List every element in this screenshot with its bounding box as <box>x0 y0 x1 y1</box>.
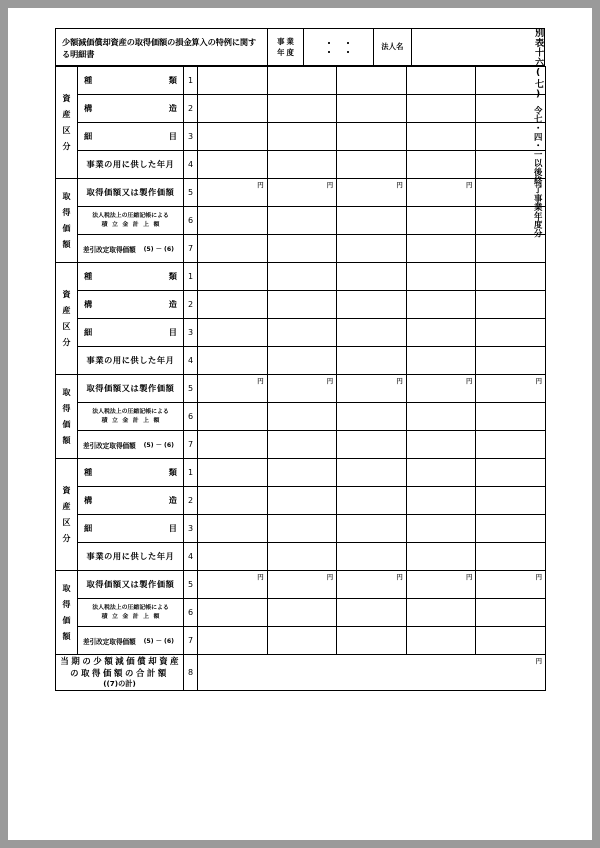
cell-r2-c4[interactable] <box>406 291 476 319</box>
cell-r2-c2[interactable] <box>267 487 337 515</box>
row-label-7-text: 差引改定取得価額 <box>83 637 136 646</box>
cell-r4-c3[interactable] <box>337 151 407 179</box>
form-header <box>55 28 545 66</box>
row-label-6-line2: 積立金計上額 <box>101 417 164 424</box>
cell-r7-c2[interactable] <box>267 235 337 263</box>
row-no-2: 2 <box>184 95 198 123</box>
cell-r1-c4[interactable] <box>406 459 476 487</box>
row-no-1: 1 <box>184 459 198 487</box>
cell-r5-c4[interactable] <box>406 179 476 207</box>
cell-r5-c3[interactable] <box>337 375 407 403</box>
cell-r5-c2[interactable] <box>267 375 337 403</box>
cell-r4-c2[interactable] <box>267 347 337 375</box>
cell-r3-c2[interactable] <box>267 319 337 347</box>
table-row <box>56 459 546 487</box>
row-label-5-text: 取得価額又は製作価額 <box>86 579 175 589</box>
corporation-name-input[interactable] <box>412 29 544 65</box>
row-label-2-right: 造 <box>168 495 177 505</box>
row-no-4: 4 <box>184 151 198 179</box>
cell-r3-c5[interactable] <box>476 319 546 347</box>
row-label-1-right: 類 <box>168 467 177 477</box>
asset-class-vlabel: 資 産 区 分 <box>56 67 78 179</box>
fiscal-year-end-dots <box>320 51 357 53</box>
row-label-5 <box>78 375 184 403</box>
cell-r5-c4[interactable] <box>406 375 476 403</box>
table-row <box>56 515 546 543</box>
cell-r1-c1[interactable] <box>198 459 268 487</box>
document-page <box>8 8 592 840</box>
cell-r6-c2[interactable] <box>267 403 337 431</box>
fiscal-year-start-dots <box>320 42 357 44</box>
cell-r1-c5[interactable] <box>476 459 546 487</box>
cell-r7-c4[interactable] <box>406 235 476 263</box>
row-label-3 <box>78 123 184 151</box>
cell-r3-c1[interactable] <box>198 319 268 347</box>
table-row <box>56 347 546 375</box>
table-row <box>56 599 546 627</box>
row-label-3-left: 細 <box>84 327 93 337</box>
date-dot-icon <box>328 51 330 53</box>
cell-r1-c1[interactable] <box>198 263 268 291</box>
cell-r7-c1[interactable] <box>198 431 268 459</box>
table-row <box>56 543 546 571</box>
row-label-2-right: 造 <box>168 103 177 113</box>
cell-r7-c3[interactable] <box>337 627 407 655</box>
row-label-1-left: 種 <box>84 467 93 477</box>
cell-r5-c1[interactable] <box>198 375 268 403</box>
cell-r1-c3[interactable] <box>337 67 407 95</box>
row-no-6: 6 <box>184 599 198 627</box>
row-label-5 <box>78 571 184 599</box>
row-label-3-right: 目 <box>168 131 177 141</box>
row-label-4 <box>78 347 184 375</box>
applicable-period: 令七・四・一以後終了事業年度分 <box>533 106 544 239</box>
cell-r6-c4[interactable] <box>406 403 476 431</box>
cell-r6-c1[interactable] <box>198 207 268 235</box>
row-no-5: 5 <box>184 179 198 207</box>
row-label-2 <box>78 291 184 319</box>
cell-r2-c5[interactable] <box>476 487 546 515</box>
cell-r3-c3[interactable] <box>337 123 407 151</box>
cell-r1-c2[interactable] <box>267 263 337 291</box>
cell-r2-c1[interactable] <box>198 487 268 515</box>
row-label-3-left: 細 <box>84 131 93 141</box>
row-label-1 <box>78 263 184 291</box>
row-label-7-text: 差引改定取得価額 <box>83 245 136 254</box>
row-label-6-line1: 法人税法上の圧縮記帳による <box>92 212 169 219</box>
cell-r3-c2[interactable] <box>267 123 337 151</box>
cell-r3-c4[interactable] <box>406 515 476 543</box>
cell-r7-c1[interactable] <box>198 235 268 263</box>
date-dot-icon <box>347 42 349 44</box>
row-label-7 <box>78 431 184 459</box>
cell-r6-c2[interactable] <box>267 599 337 627</box>
cell-r4-c2[interactable] <box>267 543 337 571</box>
cell-r6-c2[interactable] <box>267 207 337 235</box>
row-label-5-text: 取得価額又は製作価額 <box>86 383 175 393</box>
row-no-3: 3 <box>184 123 198 151</box>
asset-detail-table <box>55 66 546 691</box>
cell-r1-c1[interactable] <box>198 67 268 95</box>
cell-r4-c1[interactable] <box>198 543 268 571</box>
row-label-6-line2: 積立金計上額 <box>101 221 164 228</box>
asset-class-vlabel: 資 産 区 分 <box>56 459 78 571</box>
fiscal-year-label <box>268 29 304 65</box>
row-label-5-text: 取得価額又は製作価額 <box>86 187 175 197</box>
cell-r5-c5[interactable] <box>476 571 546 599</box>
row-label-3 <box>78 515 184 543</box>
cell-r1-c2[interactable] <box>267 459 337 487</box>
row-label-1-right: 類 <box>168 271 177 281</box>
row-label-4 <box>78 151 184 179</box>
cell-r5-c3[interactable] <box>337 179 407 207</box>
cell-r3-c4[interactable] <box>406 319 476 347</box>
cell-r6-c1[interactable] <box>198 599 268 627</box>
row-no-4: 4 <box>184 347 198 375</box>
row-label-6 <box>78 403 184 431</box>
cell-r6-c5[interactable] <box>476 599 546 627</box>
row-label-2-left: 構 <box>84 495 93 505</box>
form-number: 別表十六(七) <box>532 28 544 101</box>
cell-r1-c4[interactable] <box>406 263 476 291</box>
row-label-2-right: 造 <box>168 299 177 309</box>
form-container <box>55 28 545 691</box>
cell-r2-c1[interactable] <box>198 291 268 319</box>
row-label-3-right: 目 <box>168 327 177 337</box>
cell-r5-c1[interactable] <box>198 571 268 599</box>
fiscal-year-label-line2: 年度 <box>277 48 296 57</box>
total-row-label-main: 当期の少額減価償却資産の取得価額の合計額 <box>60 656 182 679</box>
cell-r4-c1[interactable] <box>198 347 268 375</box>
row-label-1-right: 類 <box>168 75 177 85</box>
row-no-3: 3 <box>184 515 198 543</box>
row-no-3: 3 <box>184 319 198 347</box>
row-label-4-text: 事業の用に供した年月 <box>86 551 175 561</box>
row-no-5: 5 <box>184 571 198 599</box>
cell-r4-c4[interactable] <box>406 151 476 179</box>
cell-r5-c2[interactable] <box>267 179 337 207</box>
acquisition-value-vlabel: 取 得 価 額 <box>56 375 78 459</box>
cell-r6-c3[interactable] <box>337 599 407 627</box>
cell-r4-c1[interactable] <box>198 151 268 179</box>
table-row <box>56 291 546 319</box>
row-label-1-left: 種 <box>84 271 93 281</box>
cell-r7-c5[interactable] <box>476 431 546 459</box>
acquisition-value-vlabel: 取 得 価 額 <box>56 179 78 263</box>
cell-r4-c4[interactable] <box>406 543 476 571</box>
row-no-2: 2 <box>184 291 198 319</box>
row-label-7-text: 差引改定取得価額 <box>83 441 136 450</box>
row-label-4 <box>78 543 184 571</box>
asset-class-vlabel: 資 産 区 分 <box>56 263 78 375</box>
table-row <box>56 179 546 207</box>
row-label-4-text: 事業の用に供した年月 <box>86 159 175 169</box>
total-row-label <box>56 655 184 691</box>
table-row <box>56 207 546 235</box>
cell-r3-c3[interactable] <box>337 319 407 347</box>
cell-r5-c4[interactable] <box>406 571 476 599</box>
fiscal-year-input[interactable] <box>304 29 374 65</box>
row-no-2: 2 <box>184 487 198 515</box>
row-label-3 <box>78 319 184 347</box>
cell-r6-c3[interactable] <box>337 207 407 235</box>
cell-r3-c4[interactable] <box>406 123 476 151</box>
cell-r4-c5[interactable] <box>476 543 546 571</box>
cell-r7-c2[interactable] <box>267 627 337 655</box>
row-label-6 <box>78 207 184 235</box>
cell-r2-c3[interactable] <box>337 291 407 319</box>
row-label-1-left: 種 <box>84 75 93 85</box>
row-label-7-formula: (5) － (6) <box>143 246 174 253</box>
table-row <box>56 67 546 95</box>
cell-r5-c5[interactable] <box>476 375 546 403</box>
row-label-3-right: 目 <box>168 523 177 533</box>
row-label-2-left: 構 <box>84 103 93 113</box>
row-label-7-formula: (5) － (6) <box>143 442 174 449</box>
row-label-5 <box>78 179 184 207</box>
cell-r7-c4[interactable] <box>406 627 476 655</box>
row-label-2 <box>78 95 184 123</box>
cell-r4-c3[interactable] <box>337 543 407 571</box>
row-label-6-line1: 法人税法上の圧縮記帳による <box>92 604 169 611</box>
cell-r7-c2[interactable] <box>267 431 337 459</box>
row-label-2-left: 構 <box>84 299 93 309</box>
cell-r2-c1[interactable] <box>198 95 268 123</box>
row-no-7: 7 <box>184 235 198 263</box>
fiscal-year-label-line1: 事業 <box>277 36 296 46</box>
cell-r6-c4[interactable] <box>406 207 476 235</box>
row-label-7 <box>78 235 184 263</box>
cell-r1-c4[interactable] <box>406 67 476 95</box>
row-no-6: 6 <box>184 403 198 431</box>
row-label-6 <box>78 599 184 627</box>
cell-r2-c3[interactable] <box>337 487 407 515</box>
total-row <box>56 655 546 691</box>
row-label-6-line1: 法人税法上の圧縮記帳による <box>92 408 169 415</box>
table-row <box>56 95 546 123</box>
table-row <box>56 235 546 263</box>
cell-r3-c1[interactable] <box>198 515 268 543</box>
row-no-1: 1 <box>184 263 198 291</box>
table-row <box>56 403 546 431</box>
cell-r7-c1[interactable] <box>198 627 268 655</box>
table-row <box>56 319 546 347</box>
row-label-3-left: 細 <box>84 523 93 533</box>
cell-r1-c3[interactable] <box>337 263 407 291</box>
page-title: 少額減価償却資産の取得価額の損金算入の特例に関する明細書 <box>56 29 268 65</box>
cell-r7-c3[interactable] <box>337 235 407 263</box>
cell-r1-c3[interactable] <box>337 459 407 487</box>
cell-r4-c2[interactable] <box>267 151 337 179</box>
cell-r7-c5[interactable] <box>476 627 546 655</box>
row-no-5: 5 <box>184 375 198 403</box>
cell-r5-c2[interactable] <box>267 571 337 599</box>
cell-r6-c4[interactable] <box>406 599 476 627</box>
row-no-1: 1 <box>184 67 198 95</box>
row-no-4: 4 <box>184 543 198 571</box>
cell-r2-c2[interactable] <box>267 291 337 319</box>
corporation-name-label: 法人名 <box>374 29 412 65</box>
cell-r6-c1[interactable] <box>198 403 268 431</box>
row-label-7 <box>78 627 184 655</box>
table-row <box>56 627 546 655</box>
date-dot-icon <box>347 51 349 53</box>
cell-r2-c3[interactable] <box>337 95 407 123</box>
row-no-6: 6 <box>184 207 198 235</box>
cell-r5-c1[interactable] <box>198 179 268 207</box>
table-row <box>56 123 546 151</box>
table-row <box>56 431 546 459</box>
form-side-strip <box>529 28 547 318</box>
table-row <box>56 375 546 403</box>
cell-r1-c2[interactable] <box>267 67 337 95</box>
table-row <box>56 151 546 179</box>
row-label-7-formula: (5) － (6) <box>143 638 174 645</box>
row-label-2 <box>78 487 184 515</box>
row-label-1 <box>78 459 184 487</box>
cell-r7-c3[interactable] <box>337 431 407 459</box>
row-label-1 <box>78 67 184 95</box>
table-row <box>56 487 546 515</box>
acquisition-value-vlabel: 取 得 価 額 <box>56 571 78 655</box>
cell-r3-c5[interactable] <box>476 515 546 543</box>
cell-r3-c2[interactable] <box>267 515 337 543</box>
cell-r3-c3[interactable] <box>337 515 407 543</box>
row-label-6-line2: 積立金計上額 <box>101 613 164 620</box>
cell-r3-c1[interactable] <box>198 123 268 151</box>
date-dot-icon <box>328 42 330 44</box>
cell-r7-c4[interactable] <box>406 431 476 459</box>
total-row-no: 8 <box>184 655 198 691</box>
row-label-4-text: 事業の用に供した年月 <box>86 355 175 365</box>
total-row-value[interactable] <box>198 655 546 691</box>
cell-r6-c3[interactable] <box>337 403 407 431</box>
cell-r4-c4[interactable] <box>406 347 476 375</box>
row-no-7: 7 <box>184 431 198 459</box>
table-row <box>56 571 546 599</box>
total-row-label-sub: ((7)の計) <box>103 679 136 689</box>
cell-r2-c4[interactable] <box>406 95 476 123</box>
row-no-7: 7 <box>184 627 198 655</box>
cell-r4-c5[interactable] <box>476 347 546 375</box>
cell-r5-c3[interactable] <box>337 571 407 599</box>
cell-r6-c5[interactable] <box>476 403 546 431</box>
table-row <box>56 263 546 291</box>
cell-r2-c4[interactable] <box>406 487 476 515</box>
cell-r2-c2[interactable] <box>267 95 337 123</box>
cell-r4-c3[interactable] <box>337 347 407 375</box>
